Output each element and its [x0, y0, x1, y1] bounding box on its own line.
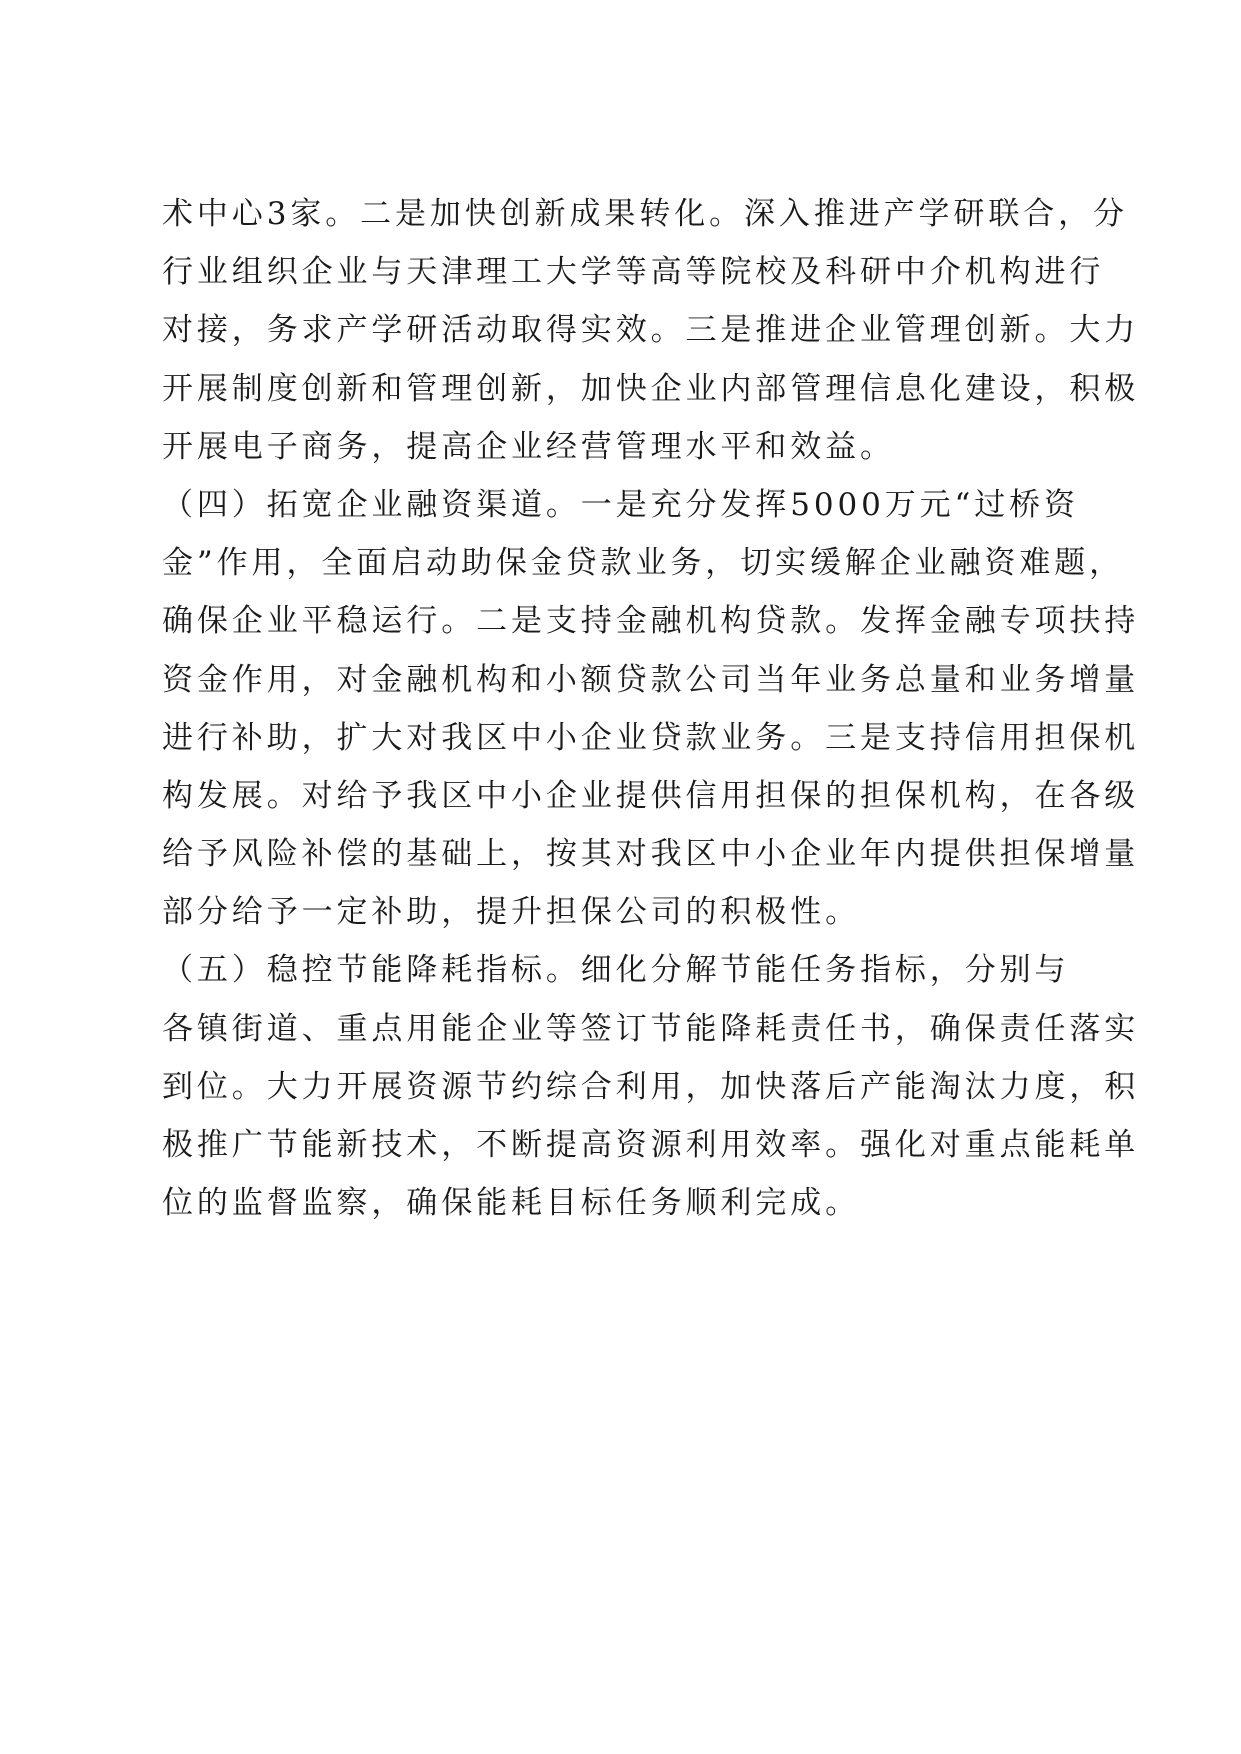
text-line: 资金作用，对金融机构和小额贷款公司当年业务总量和业务增量 — [162, 661, 1140, 698]
text-line: 行业组织企业与天津理工大学等高等院校及科研中介机构进行 — [162, 254, 1105, 291]
document-body — [162, 185, 1140, 1232]
text-line: 开展制度创新和管理创新，加快企业内部管理信息化建设，积极 — [162, 370, 1140, 407]
text-line: 部分给予一定补助，提升担保公司的积极性。 — [162, 894, 860, 931]
text-line: 确保企业平稳运行。二是支持金融机构贷款。发挥金融专项扶持 — [162, 603, 1140, 640]
text-line: 金”作用，全面启动助保金贷款业务，切实缓解企业融资难题， — [162, 545, 1125, 582]
text-line: 构发展。对给予我区中小企业提供信用担保的担保机构，在各级 — [162, 777, 1140, 814]
text-line: （五）稳控节能降耗指标。细化分解节能任务指标，分别与 — [162, 952, 1070, 989]
text-line: 到位。大力开展资源节约综合利用，加快落后产能淘汰力度，积 — [162, 1068, 1140, 1105]
text-line: 进行补助，扩大对我区中小企业贷款业务。三是支持信用担保机 — [162, 719, 1140, 756]
text-line: 术中心3家。二是加快创新成果转化。深入推进产学研联合，分 — [162, 196, 1128, 232]
text-line: 极推广节能新技术，不断提高资源利用效率。强化对重点能耗单 — [162, 1127, 1140, 1163]
text-line: （四）拓宽企业融资渠道。一是充分发挥5000万元“过桥资 — [162, 486, 1079, 523]
text-line: 位的监督监察，确保能耗目标任务顺利完成。 — [162, 1185, 860, 1222]
text-line: 对接，务求产学研活动取得实效。三是推进企业管理创新。大力 — [162, 312, 1140, 349]
text-line: 给予风险补偿的基础上，按其对我区中小企业年内提供担保增量 — [162, 836, 1140, 873]
text-line: 各镇街道、重点用能企业等签订节能降耗责任书，确保责任落实 — [162, 1010, 1140, 1047]
text-line: 开展电子商务，提高企业经营管理水平和效益。 — [162, 428, 895, 465]
